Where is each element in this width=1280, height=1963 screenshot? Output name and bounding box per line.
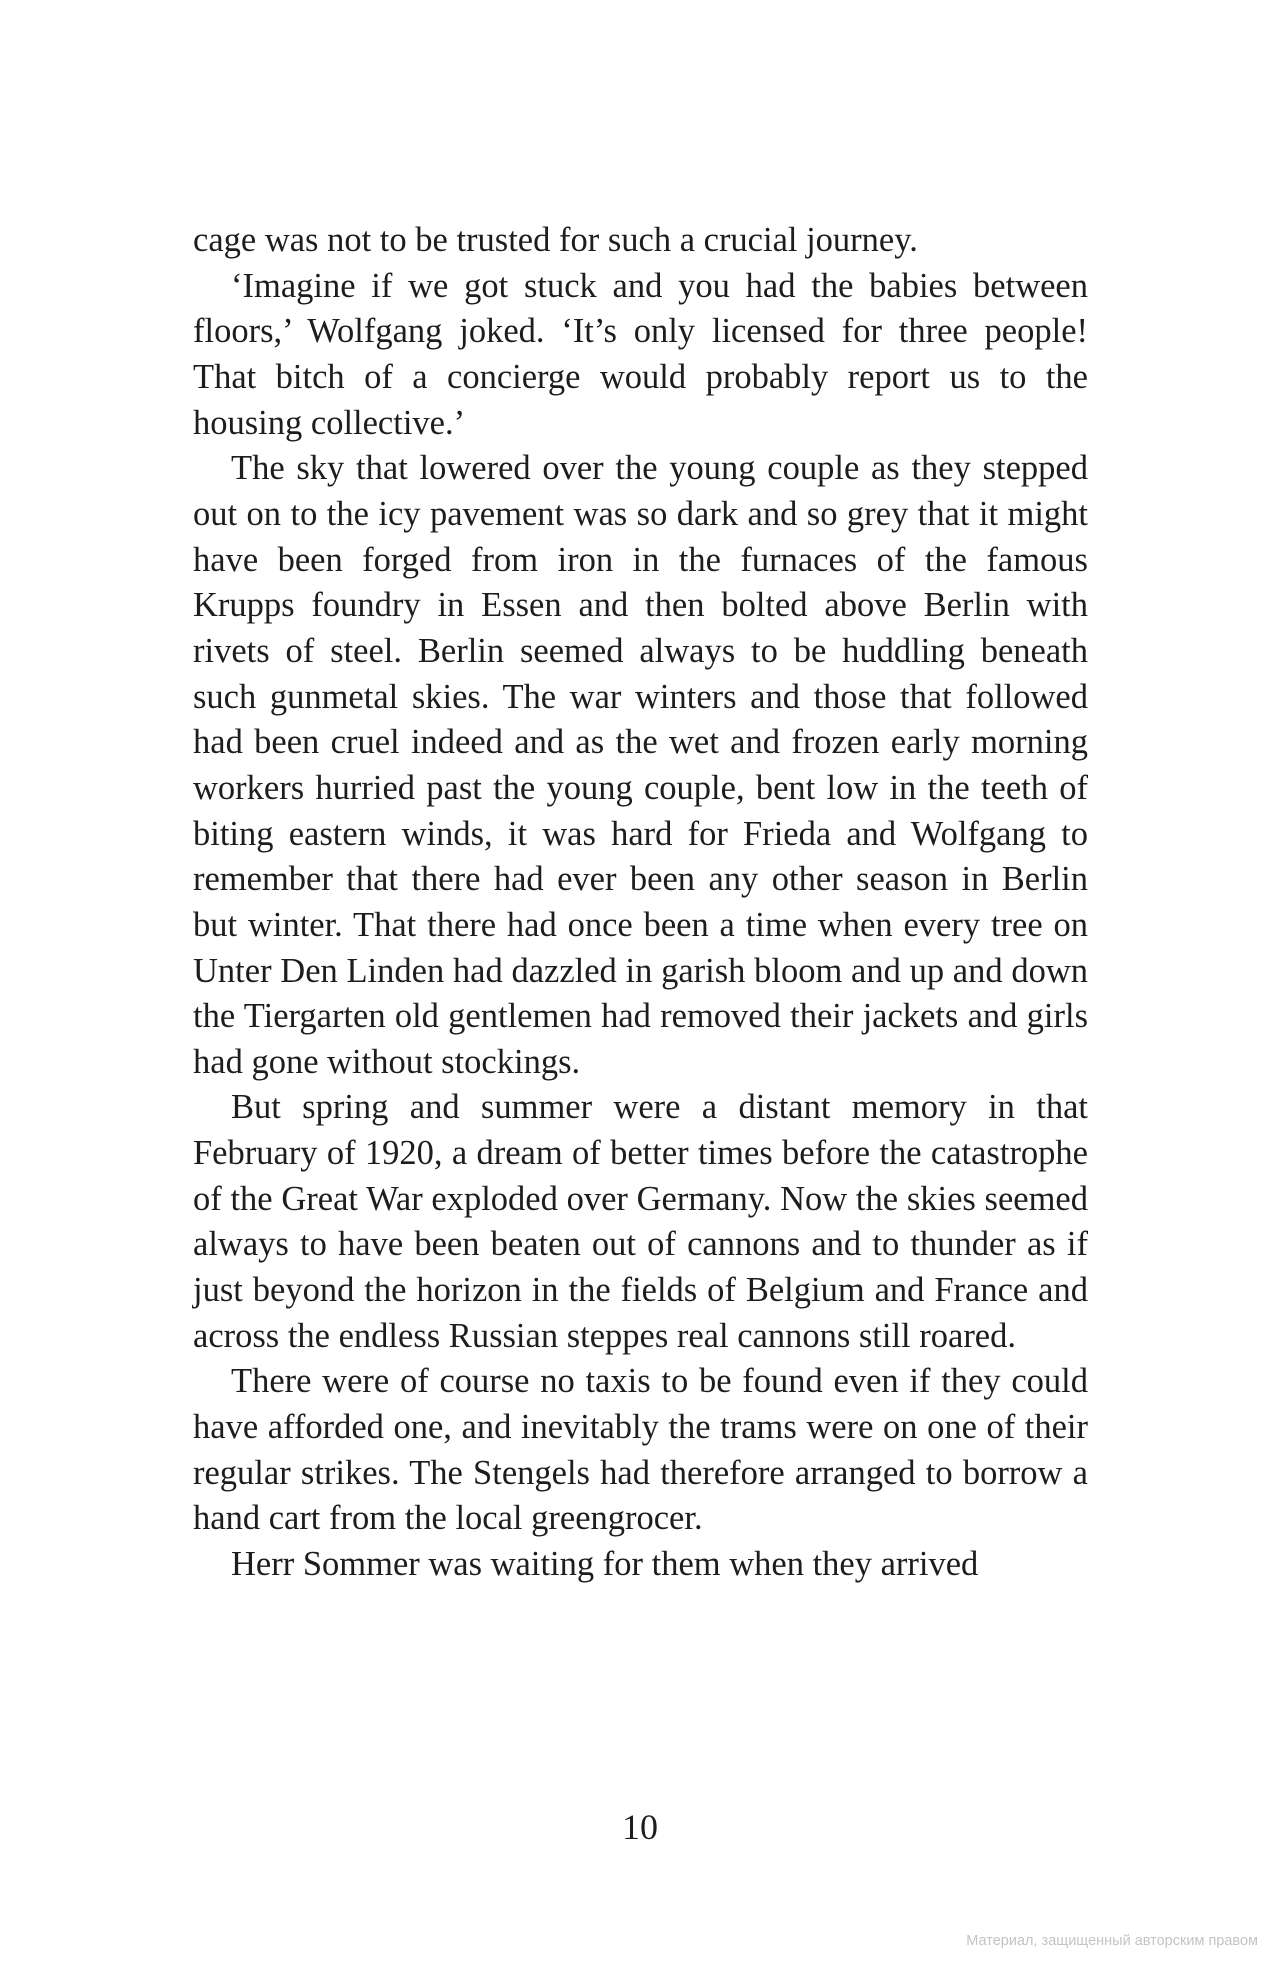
paragraph-5: There were of course no taxis to be found even if they could have afforded one, and inevitably the trams were on one of their regular strikes. The Stengels had therefore arranged to borrow a hand cart from the local greengrocer. <box>193 1362 1088 1538</box>
copyright-watermark: Материал, защищенный авторским правом <box>966 1933 1258 1949</box>
paragraph-3: The sky that lowered over the young couple as they stepped out on to the icy pavement was so dark and so grey that it might have been forged from iron in the furnaces of the famous Krupps foundry in Essen and then bolted above Berlin with rivets of steel. Berlin seemed always to be huddling beneath such gunmetal skies. The war winters and those that followed had been cruel indeed and as the wet and frozen early morning workers hurried past the young couple, bent low in the teeth of biting eastern winds, it was hard for Frieda and Wolfgang to remember that there had ever been any other season in Berlin but winter. That there had once been a time when every tree on Unter Den Linden had dazzled in garish bloom and up and down the Tiergarten old gentlemen had removed their jackets and girls had gone without stockings. <box>193 449 1088 1081</box>
page-body <box>193 218 1088 1588</box>
paragraph-1: cage was not to be trusted for such a crucial journey. <box>193 221 918 259</box>
page-number: 10 <box>622 1807 658 1847</box>
paragraph-2: ‘Imagine if we got stuck and you had the babies between floors,’ Wolfgang joked. ‘It’s only licensed for three people! That bitch of a concierge would probably report us to the housing collective.’ <box>193 266 1088 442</box>
paragraph-4: But spring and summer were a distant memory in that February of 1920, a dream of better times before the catastrophe of the Great War exploded over Germany. Now the skies seemed always to have been beaten out of cannons and to thunder as if just beyond the horizon in the fields of Belgium and France and across the endless Russian steppes real cannons still roared. <box>193 1088 1088 1355</box>
paragraph-6: Herr Sommer was waiting for them when they arrived <box>231 1545 979 1584</box>
